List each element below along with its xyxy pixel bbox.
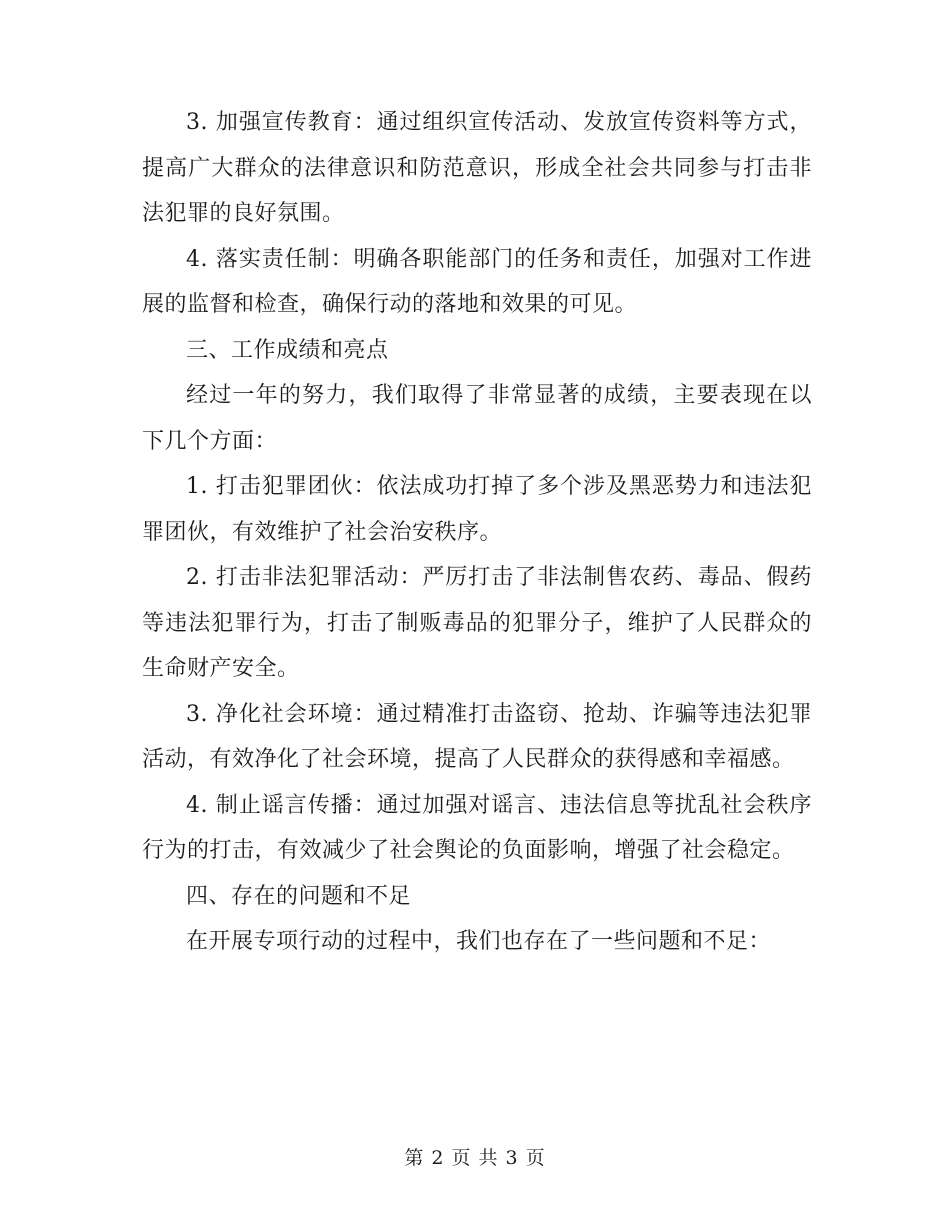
paragraph-responsibility-system: 4. 落实责任制：明确各职能部门的任务和责任，加强对工作进展的监督和检查，确保行动的落地和效果的可见。 — [142, 246, 812, 317]
document-body — [142, 100, 812, 965]
section-heading-achievements: 三、工作成绩和亮点 — [186, 337, 389, 363]
paragraph-achievements-intro: 经过一年的努力，我们取得了非常显著的成绩，主要表现在以下几个方面： — [142, 383, 812, 454]
paragraph-illegal-crime-activities: 2. 打击非法犯罪活动：严厉打击了非法制售农药、毒品、假药等违法犯罪行为，打击了制贩毒品的犯罪分子，维护了人民群众的生命财产安全。 — [142, 565, 812, 681]
page-number-footer: 第 2 页 共 3 页 — [404, 1147, 546, 1169]
section-heading-problems: 四、存在的问题和不足 — [186, 883, 412, 909]
paragraph-problems-intro: 在开展专项行动的过程中，我们也存在了一些问题和不足： — [186, 929, 772, 954]
paragraph-publicity-education: 3. 加强宣传教育：通过组织宣传活动、发放宣传资料等方式，提高广大群众的法律意识和防范意识，形成全社会共同参与打击非法犯罪的良好氛围。 — [142, 110, 812, 226]
paragraph-rumor-control: 4. 制止谣言传播：通过加强对谣言、违法信息等扰乱社会秩序行为的打击，有效减少了社会舆论的负面影响，增强了社会稳定。 — [142, 792, 812, 863]
paragraph-social-environment: 3. 净化社会环境：通过精准打击盗窃、抢劫、诈骗等违法犯罪活动，有效净化了社会环境，提高了人民群众的获得感和幸福感。 — [142, 701, 812, 772]
paragraph-crime-gangs: 1. 打击犯罪团伙：依法成功打掉了多个涉及黑恶势力和违法犯罪团伙，有效维护了社会治安秩序。 — [142, 474, 812, 545]
